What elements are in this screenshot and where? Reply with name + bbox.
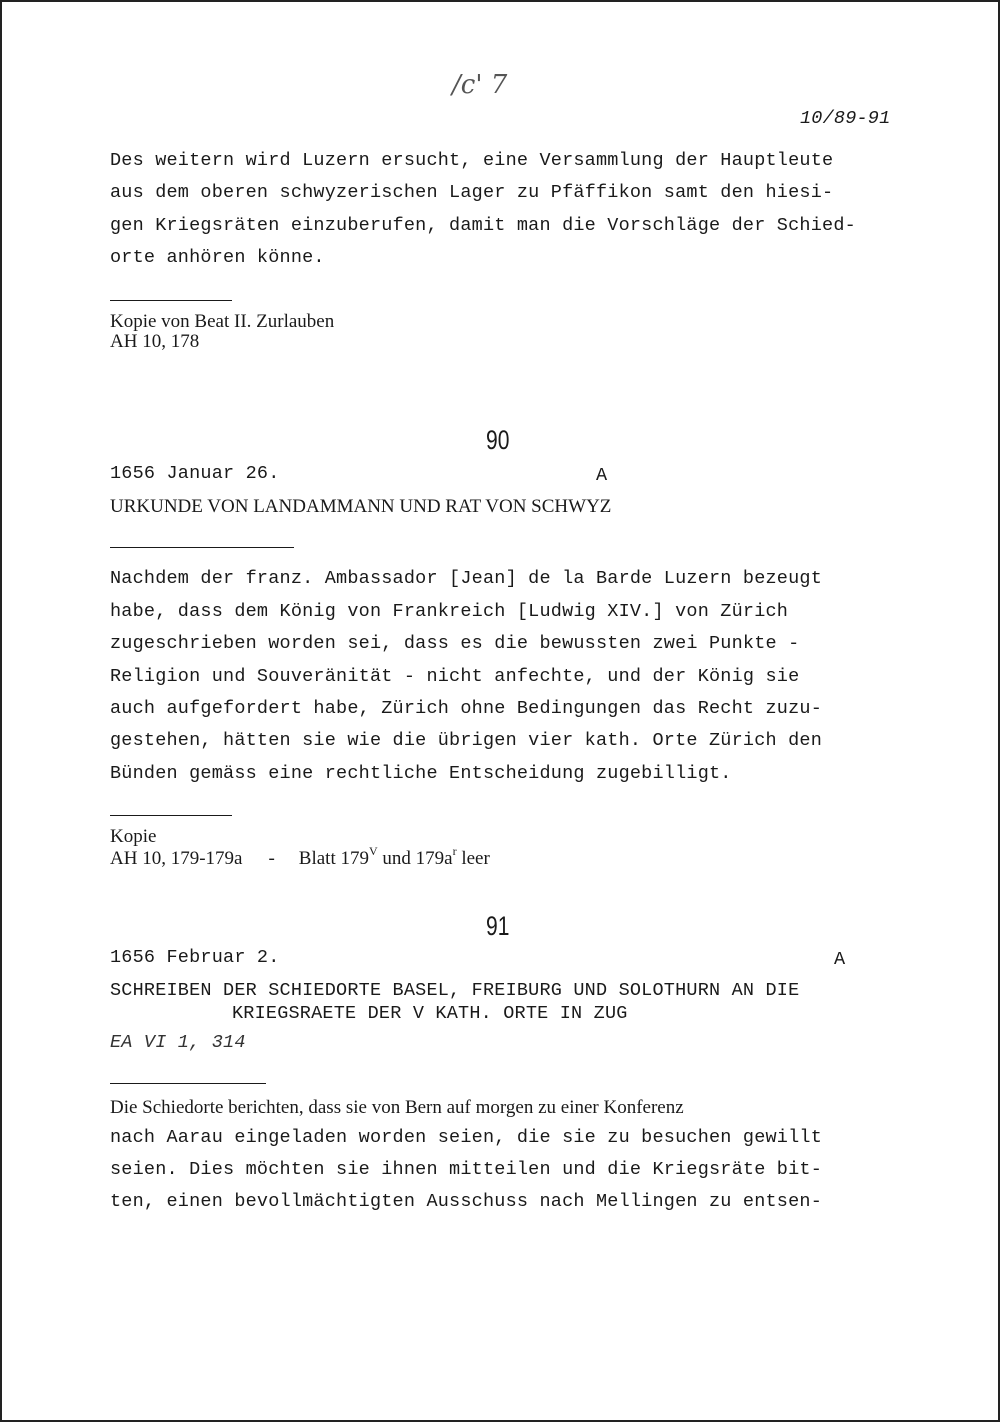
page-reference: 10/89-91 xyxy=(800,108,891,129)
source-reference xyxy=(110,844,490,870)
section-divider xyxy=(110,547,294,548)
section-divider xyxy=(110,1083,266,1084)
paragraph-line: seien. Dies möchten sie ihnen mitteilen und die Kriegsräte bit- xyxy=(110,1159,823,1180)
paragraph-line: gestehen, hätten sie wie die übrigen vier kath. Orte Zürich den xyxy=(110,730,823,751)
paragraph-line: nach Aarau eingeladen worden seien, die sie zu besuchen gewillt xyxy=(110,1127,823,1148)
document-type-marker: A xyxy=(834,949,846,970)
archive-ref: AH 10, 179-179a xyxy=(110,848,243,869)
und-text: und 179a xyxy=(377,848,453,869)
section-divider xyxy=(110,300,232,301)
paragraph-line: zugeschrieben worden sei, dass es die bewussten zwei Punkte - xyxy=(110,633,800,654)
paragraph-line: habe, dass dem König von Frankreich [Ludwig XIV.] von Zürich xyxy=(110,601,789,622)
paragraph-line: Bünden gemäss eine rechtliche Entscheidung zugebilligt. xyxy=(110,763,732,784)
blatt-text: Blatt 179 xyxy=(298,848,369,869)
recto-superscript: r xyxy=(452,844,457,858)
document-title-continued: KRIEGSRAETE DER V KATH. ORTE IN ZUG xyxy=(232,1003,628,1024)
document-date: 1656 Januar 26. xyxy=(110,463,280,484)
paragraph-line: orte anhören könne. xyxy=(110,247,325,268)
paragraph-line: Nachdem der franz. Ambassador [Jean] de la Barde Luzern bezeugt xyxy=(110,568,823,589)
paragraph-line: gen Kriegsräten einzuberufen, damit man die Vorschläge der Schied- xyxy=(110,215,856,236)
paragraph-line: Des weitern wird Luzern ersucht, eine Versammlung der Hauptleute xyxy=(110,150,834,171)
paragraph-line: Die Schiedorte berichten, dass sie von Bern auf morgen zu einer Konferenz xyxy=(110,1097,684,1118)
document-date: 1656 Februar 2. xyxy=(110,947,280,968)
document-type-marker: A xyxy=(596,465,608,486)
handwritten-mark: /c' 7 xyxy=(452,70,508,100)
document-number: 90 xyxy=(486,425,510,455)
document-number: 91 xyxy=(486,911,510,941)
edition-reference: EA VI 1, 314 xyxy=(110,1032,246,1053)
verso-superscript: V xyxy=(368,844,378,858)
document-title: SCHREIBEN DER SCHIEDORTE BASEL, FREIBURG UND SOLOTHURN AN DIE xyxy=(110,980,800,1001)
section-divider xyxy=(110,815,232,816)
source-note: Kopie xyxy=(110,826,157,847)
ref-dash: - xyxy=(268,848,275,869)
source-reference: AH 10, 178 xyxy=(110,331,200,352)
paragraph-line: auch aufgefordert habe, Zürich ohne Bedingungen das Recht zuzu- xyxy=(110,698,823,719)
document-title: URKUNDE VON LANDAMMANN UND RAT VON SCHWYZ xyxy=(110,496,612,517)
paragraph-line: ten, einen bevollmächtigten Ausschuss nach Mellingen zu entsen- xyxy=(110,1191,823,1212)
paragraph-line: aus dem oberen schwyzerischen Lager zu Pfäffikon samt den hiesi- xyxy=(110,182,834,203)
paragraph-line: Religion und Souveränität - nicht anfechte, und der König sie xyxy=(110,666,800,687)
source-note: Kopie von Beat II. Zurlauben xyxy=(110,311,335,332)
leer-text: leer xyxy=(456,848,490,869)
